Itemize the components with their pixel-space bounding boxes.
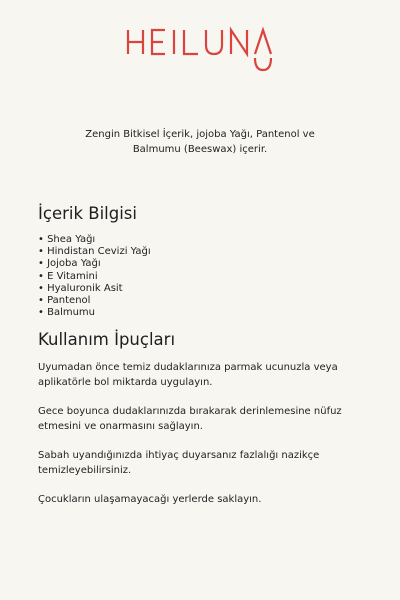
intro-text: Zengin Bitkisel İçerik, jojoba Yağı, Pantenol ve Balmumu (Beeswax) içerir.	[85, 129, 315, 155]
list-item: • Balmumu	[38, 307, 151, 319]
tip-paragraph: Uyumadan önce temiz dudaklarınıza parmak ucunuzla veya aplikatörle bol miktarda uygulayın.	[38, 362, 338, 388]
list-item: • Pantenol	[38, 295, 151, 307]
usage-title: Kullanım İpuçları	[38, 330, 176, 349]
tip-paragraph: Sabah uyandığınızda ihtiyaç duyarsanız fazlalığı nazikçe temizleyebilirsiniz.	[38, 450, 320, 476]
list-item: • Hyaluronik Asit	[38, 283, 151, 295]
brand-logo	[0, 24, 400, 76]
tip-paragraph: Çocukların ulaşamayacağı yerlerde saklayın.	[38, 494, 262, 505]
usage-tips	[38, 361, 368, 523]
tip-paragraph: Gece boyunca dudaklarınızda bırakarak derinlemesine nüfuz etmesini ve onarmasını sağlayın.	[38, 406, 342, 432]
heiluna-logo-mark	[125, 24, 275, 76]
list-item: • E Vitamini	[38, 271, 151, 283]
ingredients-list	[38, 234, 151, 319]
list-item: • Shea Yağı	[38, 234, 151, 246]
list-item: • Hindistan Cevizi Yağı	[38, 246, 151, 258]
list-item: • Jojoba Yağı	[38, 258, 151, 270]
ingredients-title: İçerik Bilgisi	[38, 204, 137, 223]
